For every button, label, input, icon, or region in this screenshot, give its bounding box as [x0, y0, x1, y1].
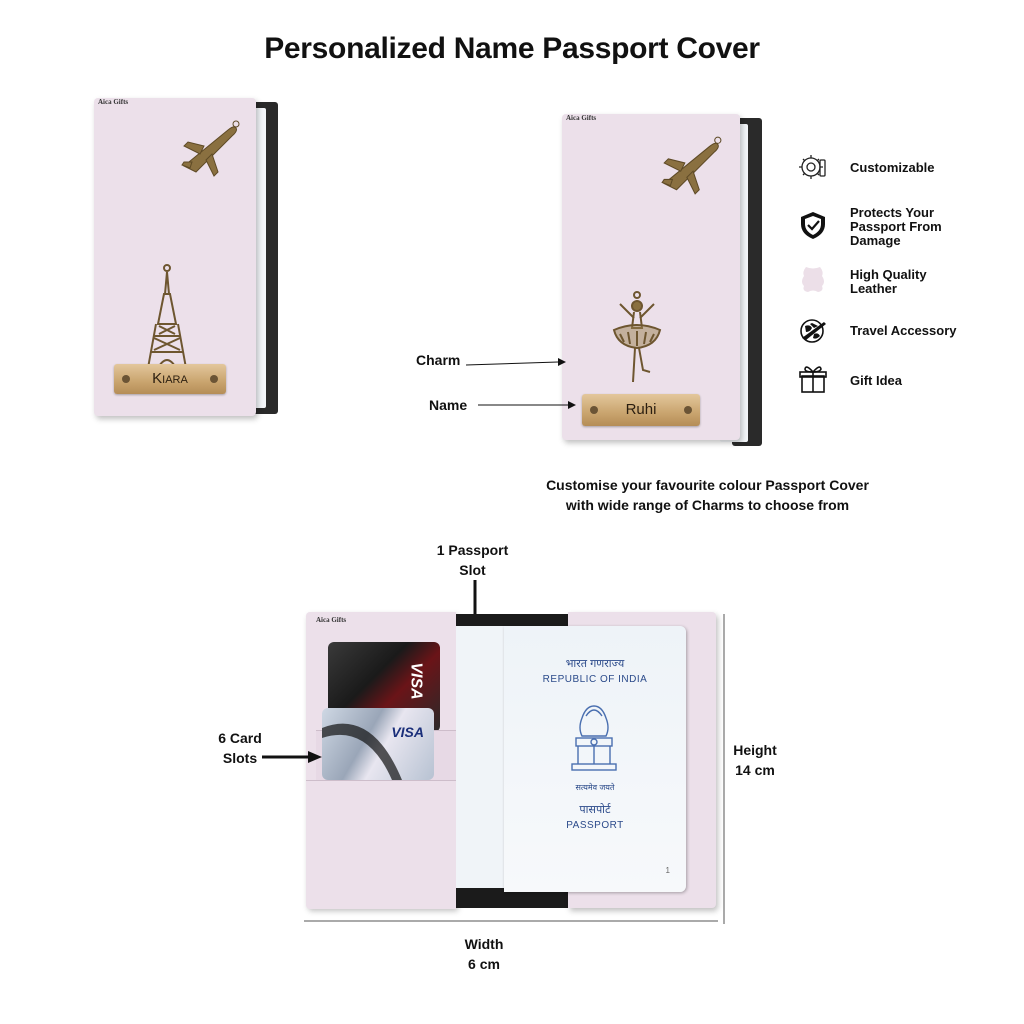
open-passport-cover: [306, 612, 716, 908]
height-label: Height 14 cm: [733, 742, 777, 778]
feature-item: [796, 150, 1016, 186]
national-emblem-icon: [566, 698, 622, 776]
feature-label: Travel Accessory: [850, 323, 957, 338]
caption: [500, 475, 915, 515]
travel-icon: [798, 316, 828, 346]
feature-item: [796, 206, 1016, 252]
leather-icon: [798, 264, 828, 294]
passport-hindi-title: भारत गणराज्य: [565, 658, 625, 670]
feature-item: [796, 314, 1016, 350]
eiffel-tower-charm-icon: [144, 264, 190, 374]
shield-check-icon: [798, 210, 828, 240]
card-swoosh-icon: [322, 708, 434, 780]
brand-logo: Aica Gifts: [98, 98, 129, 106]
feature-item: [796, 364, 1016, 400]
width-measure-line: [304, 918, 718, 924]
name-arrow-icon: [478, 399, 576, 411]
charm-label: Charm: [416, 352, 461, 368]
card-brand: VISA: [391, 724, 424, 740]
passport-motto: सत्यमेव जयते: [575, 783, 615, 792]
name-plate: [582, 394, 700, 426]
card-brand: VISA: [407, 662, 425, 700]
feature-label: Protects Your Passport From Damage: [850, 205, 942, 248]
caption-line-2: with wide range of Charms to choose from: [565, 497, 850, 513]
passport-page: [504, 626, 686, 892]
features-list: [796, 150, 1016, 410]
width-label: Width 6 cm: [464, 936, 504, 972]
airplane-charm-icon: [658, 132, 724, 198]
customizable-icon: [798, 152, 828, 182]
name-plate-text: Kiara: [152, 370, 188, 387]
airplane-charm-icon: [178, 116, 242, 180]
ballerina-charm-icon: [610, 290, 664, 386]
feature-label: Gift Idea: [850, 373, 903, 388]
brand-logo: Aica Gifts: [316, 616, 347, 624]
gift-icon: [798, 364, 828, 394]
passport-inner-page: [456, 626, 508, 888]
card-slots-arrow-icon: [262, 750, 322, 764]
caption-line-1: Customise your favourite colour Passport Cover: [546, 477, 869, 493]
passport-slot-label: 1 Passport Slot: [436, 542, 509, 578]
feature-label: Customizable: [850, 160, 935, 175]
brand-logo: Aica Gifts: [566, 114, 597, 122]
name-plate: [114, 364, 226, 394]
passport-word: PASSPORT: [566, 820, 624, 831]
passport-page-number: 1: [665, 866, 670, 875]
product-kiara: [92, 92, 282, 422]
charm-arrow-icon: [466, 358, 566, 370]
name-label: Name: [429, 397, 468, 413]
page-title: Personalized Name Passport Cover: [264, 32, 760, 65]
passport-country: REPUBLIC OF INDIA: [542, 674, 648, 685]
credit-card-silver: [322, 708, 434, 780]
passport-hindi-word: पासपोर्ट: [579, 804, 611, 816]
card-pocket-front: [306, 780, 456, 909]
card-slots-label: 6 Card Slots: [218, 730, 262, 766]
feature-label: High Quality Leather: [850, 267, 927, 296]
feature-item: [796, 264, 1016, 300]
product-ruhi: [560, 110, 770, 450]
name-plate-text: Ruhi: [625, 401, 657, 418]
